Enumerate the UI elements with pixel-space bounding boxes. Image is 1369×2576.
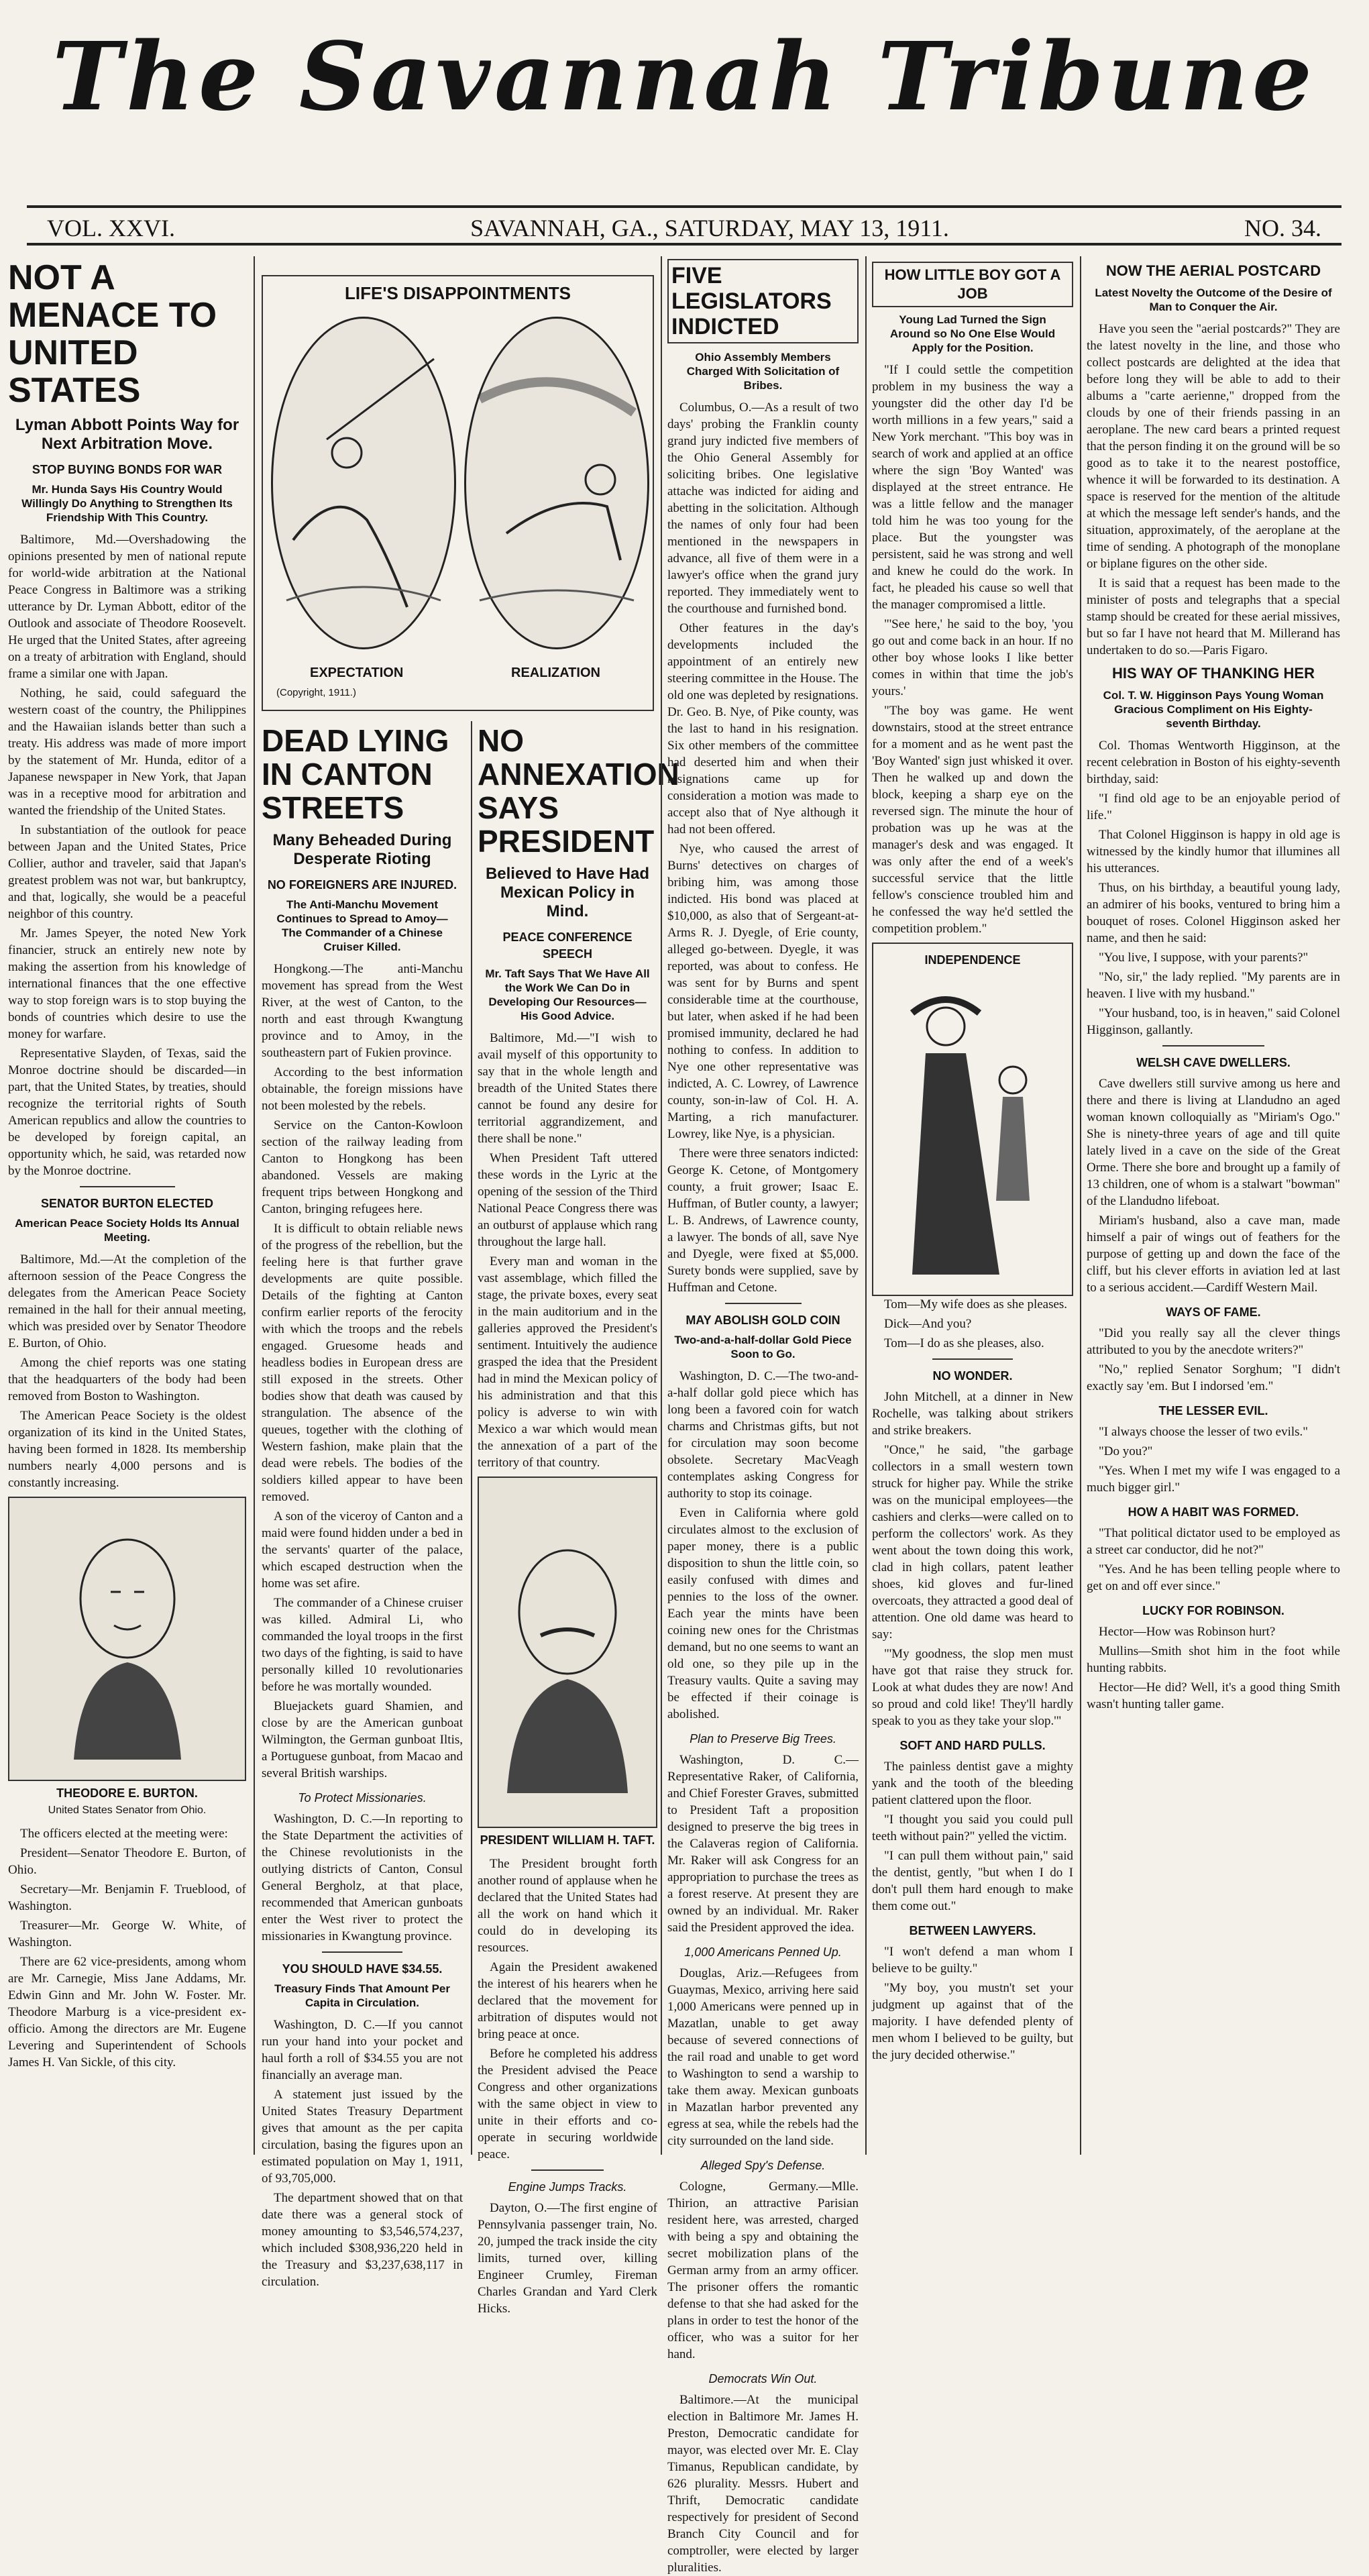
column-1 [8, 256, 246, 2155]
divider [322, 1951, 402, 1953]
expectation-caption: EXPECTATION [310, 665, 404, 680]
subhead-abbott: Lyman Abbott Points Way for Next Arbitration Move. [15, 416, 239, 453]
burton-caption: THEODORE E. BURTON. United States Senator from Ohio. [48, 1786, 207, 1816]
article-paragraph: Douglas, Ariz.—Refugees from Guaymas, Mexico, arriving here said 1,000 Americans were penned up in Mazatlan, unable to get away because of severed connections of the rail road and unable to get word to Washington to send a warship to take them away. Mexican gunboats in Mazatlan harbor prevented any egress at sea, while the rebels had the city surrounded on the land side. [667, 1966, 859, 2148]
article-paragraph: "No," replied Senator Sorghum; "I didn't exactly say 'em. But I indorsed 'em." [1087, 1362, 1340, 1393]
article-paragraph: Bluejackets guard Shamien, and close by are the American gunboat Wilmington, the German gunboat Iltis, a Portuguese gunboat, from Macao and several British warships. [262, 1699, 463, 1780]
article-paragraph: "I find old age to be an enjoyable period of life." [1087, 792, 1340, 822]
deck-ohio: Ohio Assembly Members Charged With Solicitation of Bribes. [686, 351, 840, 392]
portrait-engraving-icon [494, 1511, 641, 1793]
article-paragraph: "Once," he said, "the garbage collectors in a small western town struck for higher pay. While the strike was on the municipal employees—the cashiers and clerks—were called on to perform the collectors' work. As they went about the town doing this work, clad in high collars, patent leather shoes, kid gloves and fur-lined overcoats, they attracted a good deal of attention. One old dame was heard to say: [872, 1443, 1073, 1642]
deck-novelty: Latest Novelty the Outcome of the Desire of Man to Conquer the Air. [1095, 286, 1332, 313]
article-paragraph: Cave dwellers still survive among us here and there and there is living at Llandudno an aged woman known colloquially as "Miriam's Ogo." She is ninety-three years of age and till quite lately lived in a cave on the side of the Great Orme. There she bore and brought up a family of 13 children, one of whom is a stalwart "bowman" of the Llandudno lifeboat. [1087, 1077, 1340, 1208]
article-paragraph: Before he completed his address the President advised the Peace Congress and other organizations with the same object in view to unite in their efforts and co-operate in securing worldwide peace. [478, 2047, 657, 2161]
article-paragraph: Dayton, O.—The first engine of Pennsylvania passenger train, No. 20, jumped the track inside the city limits, turned over, killing Engineer Crumley, Fireman Charles Grandan and Yard Clerk Hicks. [478, 2201, 657, 2316]
section-soft-hard-pulls: SOFT AND HARD PULLS. [899, 1739, 1046, 1752]
article-paragraph: That Colonel Higginson is happy in old age is witnessed by the kindly humor that illumines all his utterances. [1087, 828, 1340, 875]
deck-taft: Mr. Taft Says That We Have All the Work We Can Do in Developing Our Resources—His Good Advice. [485, 967, 650, 1022]
article-paragraph: It is difficult to obtain reliable news of the progress of the rebellion, but the feeling here is that further grave developments are quite possible. Details of the fighting at Canton confirm earlier reports of the ferocity with which the troops and the rebels engaged. Gruesome heads and headless bodies in European dress are still exposed in the streets. Other bodies show that death was caused by strangulation. The absence of the queues, together with the clothing of Western fashion, make plain that the dead were rebels. The bodies of the soldiers killed appear to have been removed. [262, 1222, 463, 1504]
sleeping-man-drawing-icon [466, 319, 647, 647]
article-paragraph: Cologne, Germany.—Mlle. Thirion, an attractive Parisian resident here, was arrested, charged with being a spy and obtaining the secret mobilization plans of the German army from an army officer. The prisoner offers the romantic defense to that she had asked for the plans in order to test the honor of the officer, who was a suitor for her hand. [667, 2180, 859, 2361]
article-paragraph: A son of the viceroy of Canton and a maid were found hidden under a bed in the servants' quarter of the palace, which escaped destruction when the home was set afire. [262, 1509, 463, 1591]
article-paragraph: Mr. James Speyer, the noted New York financier, struck an entirely new note by making the assertion from his knowledge of international finances that the one effective way to stop foreign wars is to stop buying the bonds of countries which desire to use the money for warfare. [8, 926, 246, 1041]
column-rule [865, 256, 867, 2155]
article-paragraph: Have you seen the "aerial postcards?" They are the latest novelty in the line, and those who collect postcards are delighted at the idea that before long they will be able to add to their albums a "carte aerienne," dropped from the clouds by one of their friends passing in an aeroplane. The new card bears a printed request that the person finding it on the ground will be so good as to take it to the nearest postoffice, whence it will be forwarded to its destination. A space is reserved for the mention of the altitude at which the message left sender's hands, and the situation, approximately, of the aeroplane at the time of sending. A photograph of the monoplane or biplane figures on the other side. [1087, 322, 1340, 571]
realization-illustration [464, 317, 649, 649]
article-paragraph: Washington, D. C.—Representative Raker, of California, and Chief Forester Graves, submitted to President Taft a proposition designed to preserve the big trees in the Calaveras region of California. Mr. Raker will ask Congress for an appropriation to purchase the trees as a forest reserve. At present they are owned by an individual. Mr. Raker said the President approved the idea. [667, 1753, 859, 1935]
column-rule [254, 256, 255, 2155]
expectation-illustration [271, 317, 456, 649]
headline-little-boy: HOW LITTLE BOY GOT A JOB [872, 262, 1073, 307]
article-paragraph: Hongkong.—The anti-Manchu movement has spread from the West River, at the west of Canton, to the north and east through Kwangtung province and to Amoy, in the southeastern part of Fukien province. [262, 962, 463, 1060]
independence-illustration [873, 973, 1072, 1295]
article-paragraph: "That political dictator used to be employed as a street car conductor, did he not?" [1087, 1526, 1340, 1557]
deck-anti-manchu: The Anti-Manchu Movement Continues to Spread to Amoy—The Commander of a Chinese Cruiser Killed. [276, 898, 448, 953]
article-paragraph: Baltimore, Md.—Overshadowing the opinions presented by men of national repute for world-wide arbitration at the National Peace Congress in Baltimore was a striking utterance by Dr. Lyman Abbott, editor of the Outlook and associate of Theodore Roosevelt. He urged that the United States, after agreeing on a treaty of arbitration with England, should frame a similar one with Japan. [8, 533, 246, 681]
divider [531, 2169, 603, 2171]
article-paragraph: Every man and woman in the vast assemblage, which filled the stage, the private boxes, every seat in the main auditorium and in the galleries approved the President's sentiment. Intuitively the audience grasped the idea that the President had in mind the Mexican policy of his administration and that this policy is adverse to win with Mexico a war which would mean the annexation of a part of the territory of that country. [478, 1254, 657, 1470]
column-rule [471, 721, 472, 2155]
article-paragraph: "Yes. And he has been telling people where to get on and off ever since." [1087, 1562, 1340, 1593]
article-paragraph: Representative Slayden, of Texas, said the Monroe doctrine should be discarded—in part, that the United States, by treaties, should recognize the territorial rights of South American republics and allow the countries to be developed by foreign capital, an opportunity which, he said, was retarded now by the Monroe doctrine. [8, 1046, 246, 1178]
article-paragraph: Other features in the day's developments included the appointment of an entirely new steering committee in the House. The old one was depleted by resignations. Dr. Geo. B. Nye, of Pike county, was the last to hand in his resignation. Six other members of the committee had deserted him and when their resignations came up for consideration a motion was made to accept also that of Nye although it had not been offered. [667, 621, 859, 837]
article-paragraph: "My boy, you mustn't set your judgment up against that of the majority. I have defended plenty of men whom I believed to be guilty, but the jury decided otherwise." [872, 1981, 1073, 2062]
article-paragraph: John Mitchell, at a dinner in New Rochelle, was talking about strikers and strike breakers. [872, 1390, 1073, 1438]
column-2 [262, 721, 463, 2289]
article-paragraph: "I thought you said you could pull teeth without pain?" yelled the victim. [872, 1813, 1073, 1843]
section-between-lawyers: BETWEEN LAWYERS. [909, 1924, 1036, 1937]
section-habit-formed: HOW A HABIT WAS FORMED. [1128, 1505, 1299, 1519]
article-paragraph: Again the President awakened the interest of his hearers when he declared that the movement for arbitration of disputes would not bring peace at once. [478, 1960, 657, 2041]
article-paragraph: Baltimore, Md.—At the completion of the afternoon session of the Peace Congress the delegates from the American Peace Society remained in the hall for their annual meeting, which was presided over by Senator Theodore E. Burton, of Ohio. [8, 1252, 246, 1350]
article-paragraph: "I can pull them without pain," said the dentist, gently, "but when I do I don't pull them hard enough to make them come out." [872, 1849, 1073, 1913]
burton-portrait-image [8, 1497, 246, 1781]
section-no-foreigners: NO FOREIGNERS ARE INJURED. [267, 878, 457, 892]
article-paragraph: "The boy was game. He went downstairs, stood at the street entrance for a moment and as he went past the 'Boy Wanted' sign just whisked it over. Then he walked up and down the block, keeping a sharp eye on the reversed sign. The minute the hour of probation was up he was at the manager's desk and was engaged. It was only after the end of a week's successful service that the little fellow's conscience troubled him and he confessed the way he'd settled the competition problem." [872, 704, 1073, 936]
deck-young-lad: Young Lad Turned the Sign Around so No One Else Would Apply for the Position. [889, 313, 1056, 354]
article-paragraph: Secretary—Mr. Benjamin F. Trueblood, of Washington. [8, 1882, 246, 1913]
column-4 [667, 256, 859, 2575]
cartoon-caption-line: Tom—My wife does as she pleases. [884, 1297, 1068, 1311]
column-5 [872, 256, 1073, 2155]
cartoon-caption-line: Tom—I do as she pleases, also. [884, 1336, 1044, 1350]
realization-caption: REALIZATION [511, 665, 600, 680]
section-big-trees: Plan to Preserve Big Trees. [690, 1732, 836, 1746]
article-paragraph: Among the chief reports was one stating that the headquarters of the body had been removed from Boston to Washington. [8, 1356, 246, 1403]
section-spy-defense: Alleged Spy's Defense. [700, 2159, 826, 2172]
fisherman-drawing-icon [273, 319, 454, 647]
issue-date: SAVANNAH, GA., SATURDAY, MAY 13, 1911. [470, 215, 949, 241]
deck-higginson: Col. T. W. Higginson Pays Young Woman Gracious Compliment on His Eighty-seventh Birthday. [1103, 689, 1324, 730]
article-paragraph: Miriam's husband, also a cave man, made himself a pair of wings out of feathers for the purpose of getting up and down the face of the cliff, but his clever efforts in aviation led at last to a serious accident.—Cardiff Western Mail. [1087, 1214, 1340, 1295]
article-paragraph: Columbus, O.—As a result of two days' probing the Franklin county grand jury indicted five members of the Ohio General Assembly for soliciting bribes. One legislative attache was indicted for aiding and abetting in the solicitation. Although the names of only four had been mentioned in the newspapers in advance, all five of them were in a lawyer's office when the grand jury reported. They immediately went to the courthouse and furnished bond. [667, 400, 859, 616]
article-paragraph: The department showed that on that date there was a general stock of money amounting to $3,546,574,237, which included $308,936,220 held in the Treasury and $3,237,638,117 in circulation. [262, 2191, 463, 2289]
article-paragraph: Even in California where gold circulates almost to the exclusion of paper money, there is a public disposition to shun the little coin, so easily confused with dimes and pennies to the loss of the owner. Each year the mints have been coining new ones for the Christmas demand, but no one seems to want an old one, so they pile up in the Treasury vaults. Quite a saving may be effected if their coinage is abolished. [667, 1506, 859, 1721]
divider [932, 1358, 1013, 1360]
divider [725, 1303, 802, 1304]
headline-canton: DEAD LYING IN CANTON STREETS [262, 723, 449, 825]
section-peace-conference: PEACE CONFERENCE SPEECH [502, 930, 633, 961]
headline-thanking-her: HIS WAY OF THANKING HER [1112, 665, 1315, 682]
article-paragraph: Col. Thomas Wentworth Higginson, at the recent celebration in Boston of his eighty-seventh birthday, said: [1087, 739, 1340, 786]
article-paragraph: It is said that a request has been made to the minister of posts and telegraphs that a special stamp should be created for these aerial missives, but so far I have not heard that M. Millerand has undertaken to do so.—Paris Figaro. [1087, 576, 1340, 657]
article-paragraph: There were three senators indicted: George K. Cetone, of Montgomery county, a fruit grower; Isaac E. Huffman, of Butler county, a lawyer; L. B. Andrews, of Lawrence county, a lawyer. The bonds of all, save Nye and Dyegle, were fixed at $5,000. Surety bonds were supplied, save by Huffman and Cetone. [667, 1146, 859, 1295]
article-paragraph: "If I could settle the competition problem in my business the way a youngster did the other day I'd be worth millions in a few years," said a New York merchant. "This boy was in search of work and applied at an office where the sign 'Boy Wanted' was displayed at the street entrance. He was a little fellow and the manager told him he was too young for the place. But the youngster was persistent, said he was strong and well and knew he could do the work. In fact, he pleaded his cause so well that the manager compromised a little. [872, 363, 1073, 612]
article-paragraph: A statement just issued by the United States Treasury Department gives that amount as the per capita circulation, basing the figures upon an estimated population on May 1, 1911, of 93,705,000. [262, 2088, 463, 2186]
cartoon-title: LIFE'S DISAPPOINTMENTS [345, 283, 571, 303]
dateline-bar [27, 205, 1341, 246]
deck-gold-piece: Two-and-a-half-dollar Gold Piece Soon to Go. [674, 1334, 852, 1360]
article-paragraph: Service on the Canton-Kowloon section of the railway leading from Canton to Hongkong has been abandoned. Vessels are making frequent trips between Hongkong and Canton, bringing refugees here. [262, 1118, 463, 1216]
article-paragraph: Treasurer—Mr. George W. White, of Washington. [8, 1919, 246, 1949]
portrait-engraving-icon [47, 1518, 208, 1760]
masthead-title: The Savannah Tribune [52, 22, 1316, 132]
section-missionaries: To Protect Missionaries. [298, 1791, 427, 1805]
divider [1162, 1045, 1264, 1046]
volume-label: VOL. XXVI. [47, 215, 175, 241]
article-paragraph: "Did you really say all the clever things attributed to you by the anecdote writers?" [1087, 1326, 1340, 1357]
section-senator-burton: SENATOR BURTON ELECTED [40, 1197, 214, 1210]
article-paragraph: Mullins—Smith shot him in the foot while hunting rabbits. [1087, 1644, 1340, 1675]
cartoon-panel [262, 275, 654, 711]
article-paragraph: "Do you?" [1099, 1444, 1153, 1458]
headline-legislators: FIVE LEGISLATORS INDICTED [667, 259, 859, 343]
article-paragraph: "'See here,' he said to the boy, 'you go out and come back in an hour. If no other boy whose looks I like better comes in within that time the job's yours.' [872, 617, 1073, 698]
headline-not-a-menace: NOT A MENACE TO UNITED STATES [8, 258, 217, 410]
article-paragraph: Nothing, he said, could safeguard the western coast of the country, the Philippines and the Hawaiian islands better than such a treaty. His address was made of more import by the statement of Mr. Hunda, editor of a Japanese newspaper in New York, that Japan was in a receptive mood for arbitration and wanted the friendship of the United States. [8, 686, 246, 818]
divider [80, 1186, 175, 1187]
subhead-beheaded: Many Beheaded During Desperate Rioting [272, 831, 452, 868]
taft-portrait-image [478, 1477, 657, 1828]
issue-number: NO. 34. [1244, 215, 1321, 241]
headline-aerial-postcard: NOW THE AERIAL POSTCARD [1105, 262, 1321, 279]
article-paragraph: "You live, I suppose, with your parents?" [1099, 951, 1309, 965]
deck-peace-society: American Peace Society Holds Its Annual Meeting. [15, 1217, 239, 1244]
section-ways-of-fame: WAYS OF FAME. [1166, 1305, 1261, 1319]
article-paragraph: Baltimore, Md.—"I wish to avail myself of this opportunity to say that in the whole length and breadth of the United States there cannot be found any desire for territorial aggrandizement, and there shall be none." [478, 1031, 657, 1146]
section-welsh-cave: WELSH CAVE DWELLERS. [1136, 1056, 1291, 1069]
article-paragraph: President—Senator Theodore E. Burton, of Ohio. [8, 1846, 246, 1877]
article-paragraph: "I always choose the lesser of two evils." [1099, 1425, 1309, 1439]
section-lesser-evil: THE LESSER EVIL. [1158, 1404, 1268, 1417]
cartoon-caption-line: Dick—And you? [884, 1317, 972, 1331]
article-paragraph: Washington, D. C.—In reporting to the State Department the activities of the Chinese revolutionists in the outlying districts of Canton, Consul General Bergholz, at that place, recommended that American gunboats enter the West river to protect the missionaries in Kwangtung province. [262, 1812, 463, 1943]
section-engine-jumps: Engine Jumps Tracks. [508, 2180, 627, 2194]
article-paragraph: "'My goodness, the slop men must have got that raise they struck for. Look at what dudes they are now! And so proud and cold like! They'll hardly speak to you as they take your slop.'" [872, 1647, 1073, 1728]
subhead-mexican-policy: Believed to Have Had Mexican Policy in Mind. [485, 865, 650, 920]
article-paragraph: There are 62 vice-presidents, among whom are Mr. Carnegie, Miss Jane Addams, Mr. Edwin Ginn and Mr. John W. Foster. Mr. Theodore Marburg is a vice-president ex-officio. Among the directors are Mr. Eugene Levering and Superintendent of Schools James H. Van Sickle, of this city. [8, 1955, 246, 2070]
article-paragraph: The President brought forth another round of applause when he declared that the United States had all the work on hand which it could do in developing its resources. [478, 1857, 657, 1955]
deck-treasury: Treasury Finds That Amount Per Capita in Circulation. [274, 1982, 450, 2009]
section-lucky-robinson: LUCKY FOR ROBINSON. [1142, 1604, 1284, 1617]
copyright-line: (Copyright, 1911.) [276, 687, 356, 698]
independence-title: INDEPENDENCE [924, 953, 1021, 967]
article-paragraph: The officers elected at the meeting were: [20, 1827, 228, 1841]
section-stop-buying-bonds: STOP BUYING BONDS FOR WAR [32, 463, 223, 476]
article-paragraph: The painless dentist gave a mighty yank and the tooth of the bleeding patient clattered upon the floor. [872, 1760, 1073, 1807]
article-paragraph: Thus, on his birthday, a beautiful young lady, an admirer of his books, ventured to bring him a bouquet of roses. Colonel Higginson asked her name, and then he said: [1087, 881, 1340, 945]
column-rule [661, 256, 662, 2155]
taft-caption: PRESIDENT WILLIAM H. TAFT. [480, 1833, 655, 1847]
section-34-55: YOU SHOULD HAVE $34.55. [282, 1962, 443, 1976]
section-gold-coin: MAY ABOLISH GOLD COIN [686, 1313, 840, 1327]
section-no-wonder: NO WONDER. [932, 1369, 1013, 1383]
article-paragraph: "No, sir," the lady replied. "My parents are in heaven. I live with my husband." [1087, 970, 1340, 1001]
article-paragraph: "Your husband, too, is in heaven," said Colonel Higginson, gallantly. [1087, 1006, 1340, 1037]
section-americans-penned: 1,000 Americans Penned Up. [684, 1945, 842, 1959]
article-paragraph: The commander of a Chinese cruiser was killed. Admiral Li, who commanded the loyal troops in the first two days of the fighting, is said to have personally killed 10 revolutionaries before he was mortally wounded. [262, 1596, 463, 1694]
article-paragraph: "I won't defend a man whom I believe to be guilty." [872, 1945, 1073, 1976]
headline-no-annexation: NO ANNEXATION SAYS PRESIDENT [478, 723, 679, 859]
article-paragraph: In substantiation of the outlook for peace between Japan and the United States, Price Collier, author and traveler, said that Japan's greatest problem was not war, but bankruptcy, and that, logically, she would be a peaceful neighbor of this country. [8, 823, 246, 921]
article-paragraph: When President Taft uttered these words in the Lyric at the opening of the session of the Third National Peace Congress there was an outburst of applause which rang throughout the large hall. [478, 1151, 657, 1249]
independence-panel [872, 943, 1073, 1296]
article-paragraph: "Yes. When I met my wife I was engaged to a much bigger girl." [1087, 1464, 1340, 1495]
article-paragraph: The American Peace Society is the oldest organization of its kind in the United States, having been formed in 1828. Its membership numbers nearly 4,000 persons and is constantly increasing. [8, 1409, 246, 1490]
article-paragraph: Nye, who caused the arrest of Burns' detectives on charges of bribing him, was among those indicted. His bond was placed at $10,000, as also that of Sergeant-at-Arms R. J. Dyegle, of Erie county, alleged go-between. Dyegle, it was reported, was about to confess. He was sent for by Burns and spent considerable time at the courthouse, but later, when asked if he had been promised immunity, declared he had nothing to confess. In addition to Nye one other representative was indicted, A. C. Lowrey, of Lawrence county, son-in-law of Col. H. A. Marting, a rich manufacturer. Lowrey, like Nye, is a physician. [667, 842, 859, 1141]
column-rule [1080, 256, 1081, 2155]
column-3 [478, 721, 679, 2316]
article-paragraph: Hector—He did? Well, it's a good thing Smith wasn't hunting taller game. [1087, 1680, 1340, 1711]
article-paragraph: Hector—How was Robinson hurt? [1099, 1625, 1276, 1639]
article-paragraph: Washington, D. C.—The two-and-a-half dollar gold piece which has long been a favored coin for watch charms and Christmas gifts, but not for circulation may soon become obsolete. Secretary MacVeagh contemplates asking Congress for authority to stop its coinage. [667, 1369, 859, 1501]
article-paragraph: According to the best information obtainable, the foreign missions have not been molested by the rebels. [262, 1065, 463, 1113]
article-paragraph: Baltimore.—At the municipal election in Baltimore Mr. James H. Preston, Democratic candidate for mayor, was elected over Mr. E. Clay Timanus, Republican candidate, by 626 plurality. Messrs. Hubert and Thrift, Democratic candidate respectively for president of Second Branch City Council and for comptroller, were elected by larger pluralities. [667, 2393, 859, 2575]
deck-hunda: Mr. Hunda Says His Country Would Willingly Do Anything to Strengthen Its Friendship With This Country. [21, 483, 233, 524]
column-6 [1087, 256, 1340, 2155]
section-democrats-win: Democrats Win Out. [708, 2372, 818, 2385]
couple-drawing-icon [885, 979, 1060, 1288]
article-paragraph: Washington, D. C.—If you cannot run your hand into your pocket and haul forth a roll of $34.55 you are not financially an average man. [262, 2018, 463, 2082]
